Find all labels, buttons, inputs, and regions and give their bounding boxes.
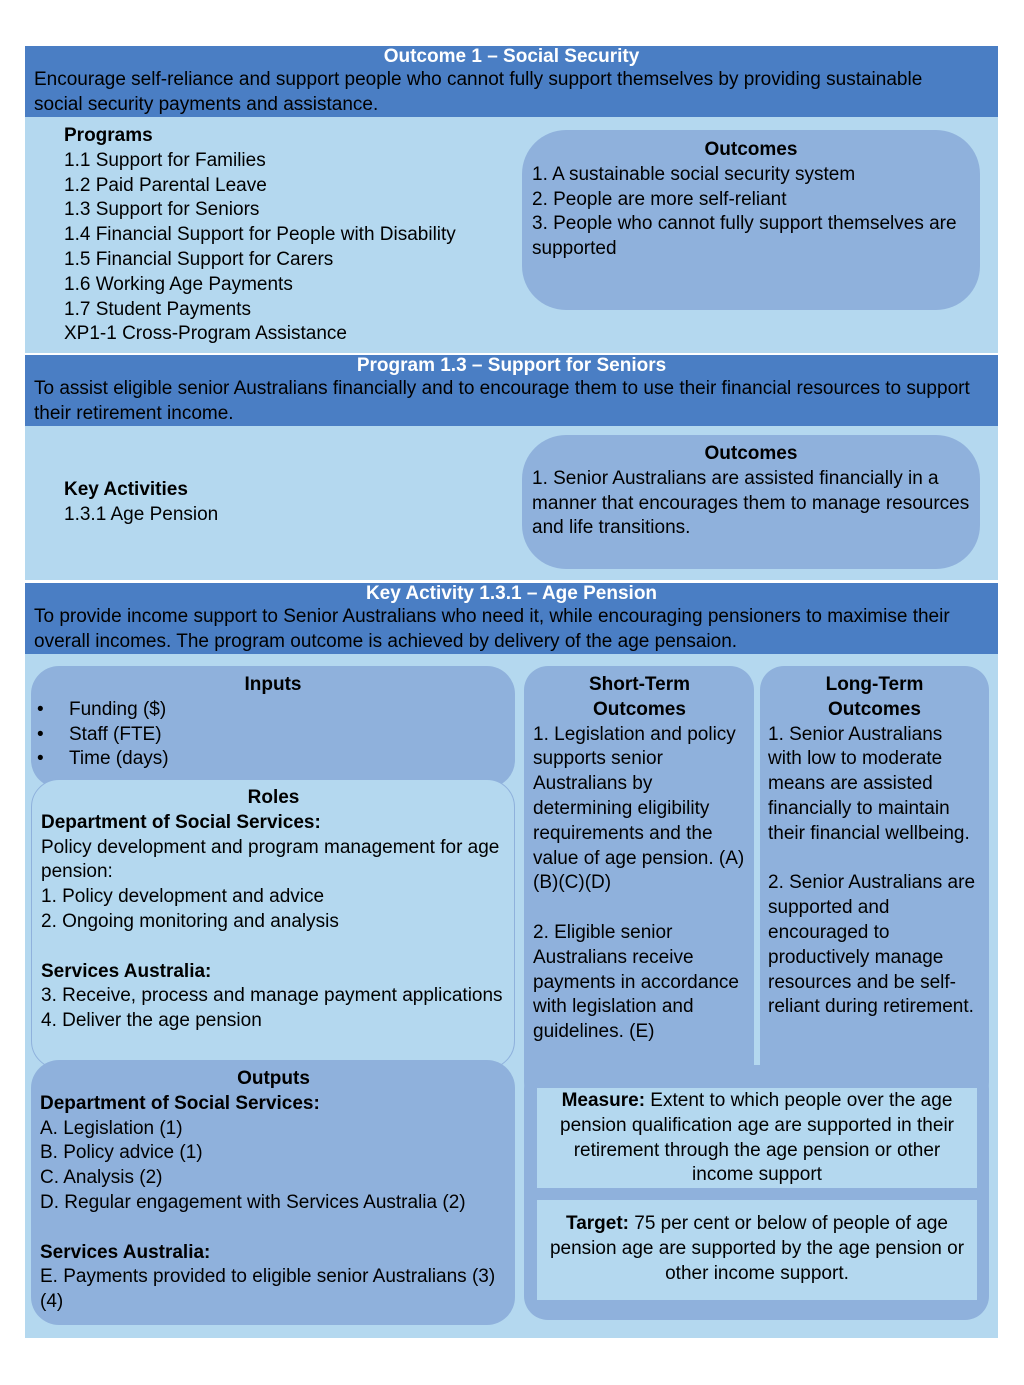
roles-dss-intro: Policy development and program management for age pension: (41, 836, 500, 883)
measure-text: Extent to which people over the age pension qualification age are supported in their retirement through the age pension or other income support (560, 1090, 954, 1186)
program13-outcomes-box (522, 435, 980, 569)
output-item: C. Analysis (2) (40, 1167, 163, 1189)
outcome1-header (25, 46, 998, 117)
long-term-heading: Long-Term Outcomes (825, 674, 924, 720)
program-item: 1.1 Support for Families (64, 149, 266, 171)
outcome-item: 3. People who cannot fully support themselves are supported (532, 213, 957, 260)
program13-title: Program 1.3 – Support for Seniors (356, 355, 667, 376)
program13-description: To assist eligible senior Australians financially and to encourage them to use their financial resources to support their retirement income. (34, 378, 970, 424)
long-term-outcome-1: 1. Senior Australians with low to moderate means are assisted financially to maintain their financial wellbeing. (768, 723, 970, 844)
inputs-heading: Inputs (244, 674, 302, 695)
program-item: 1.4 Financial Support for People with Disability (64, 224, 456, 246)
output-item: B. Policy advice (1) (40, 1142, 203, 1164)
input-item: • Staff (FTE) (31, 723, 515, 748)
short-term-outcome-1: 1. Legislation and policy supports senior Australians by determining eligibility requirements and the value of age pension. (A)(B)(C)(D) (533, 723, 745, 894)
outcome1-title: Outcome 1 – Social Security (383, 46, 640, 67)
activity131-title: Key Activity 1.3.1 – Age Pension (365, 583, 658, 604)
program13-header (25, 355, 998, 426)
output-item: E. Payments provided to eligible senior Australians (3)(4) (40, 1266, 496, 1313)
roles-dss-item: 1. Policy development and advice (41, 886, 325, 908)
outcome1-panel (25, 117, 998, 353)
program-item: 1.6 Working Age Payments (64, 273, 293, 295)
activity131-header (25, 583, 998, 654)
key-activity-item: 1.3.1 Age Pension (64, 503, 219, 525)
programs-list (64, 124, 524, 347)
programs-heading: Programs (64, 125, 153, 146)
outcome-item: 1. Senior Australians are assisted financially in a manner that encourages them to manage resources and life transitions. (532, 467, 970, 539)
long-term-outcomes-box (760, 666, 989, 1106)
key-activities (64, 478, 464, 528)
outcomes-heading: Outcomes (704, 139, 798, 160)
program-item: 1.7 Student Payments (64, 298, 251, 320)
outcome-item: 2. People are more self-reliant (532, 188, 787, 210)
program-item: 1.5 Financial Support for Carers (64, 248, 334, 270)
roles-box (31, 779, 515, 1069)
outputs-dss-heading: Department of Social Services: (40, 1092, 320, 1114)
inputs-list (31, 698, 515, 772)
program13-panel (25, 426, 998, 580)
inputs-box (31, 666, 515, 788)
program-item: XP1-1 Cross-Program Assistance (64, 323, 347, 345)
roles-sa-heading: Services Australia: (41, 960, 212, 982)
measure-label: Measure: (561, 1090, 646, 1111)
target-label: Target: (566, 1213, 629, 1234)
roles-sa-item: 4. Deliver the age pension (41, 1010, 262, 1032)
outputs-sa-heading: Services Australia: (40, 1241, 211, 1263)
roles-dss-item: 2. Ongoing monitoring and analysis (41, 910, 339, 932)
program-item: 1.2 Paid Parental Leave (64, 174, 267, 196)
short-term-heading: Short-Term Outcomes (589, 674, 690, 720)
short-term-outcomes-box (524, 666, 754, 1106)
roles-dss-heading: Department of Social Services: (41, 811, 321, 833)
short-term-outcome-2: 2. Eligible senior Australians receive payments in accordance with legislation and guidelines. (E) (533, 921, 739, 1043)
input-item: • Time (days) (31, 747, 515, 772)
input-item: • Funding ($) (31, 698, 515, 723)
target-text: 75 per cent or below of people of age pension age are supported by the age pension or other income support. (549, 1213, 965, 1284)
roles-heading: Roles (247, 787, 300, 808)
outcome1-description: Encourage self-reliance and support people who cannot fully support themselves by providing sustainable social security payments and assistance. (34, 69, 923, 115)
output-item: A. Legislation (1) (40, 1117, 183, 1139)
output-item: D. Regular engagement with Services Australia (2) (40, 1191, 466, 1213)
outcome-item: 1. A sustainable social security system (532, 163, 856, 185)
key-activities-heading: Key Activities (64, 479, 188, 500)
outcome1-outcomes-box (522, 130, 980, 310)
outputs-heading: Outputs (237, 1068, 310, 1089)
long-term-outcome-2: 2. Senior Australians are supported and encouraged to productively manage resources and be self-reliant during retirement. (768, 872, 976, 1018)
target-box (537, 1200, 977, 1300)
program-item: 1.3 Support for Seniors (64, 199, 260, 221)
activity131-description: To provide income support to Senior Australians who need it, while encouraging pensioners to maximise their overall incomes. The program outcome is achieved by delivery of the age pensaion. (34, 606, 950, 652)
outputs-box (31, 1060, 515, 1325)
outcomes-heading: Outcomes (704, 443, 798, 464)
measure-box (537, 1088, 977, 1188)
roles-sa-item: 3. Receive, process and manage payment applications (41, 985, 503, 1007)
